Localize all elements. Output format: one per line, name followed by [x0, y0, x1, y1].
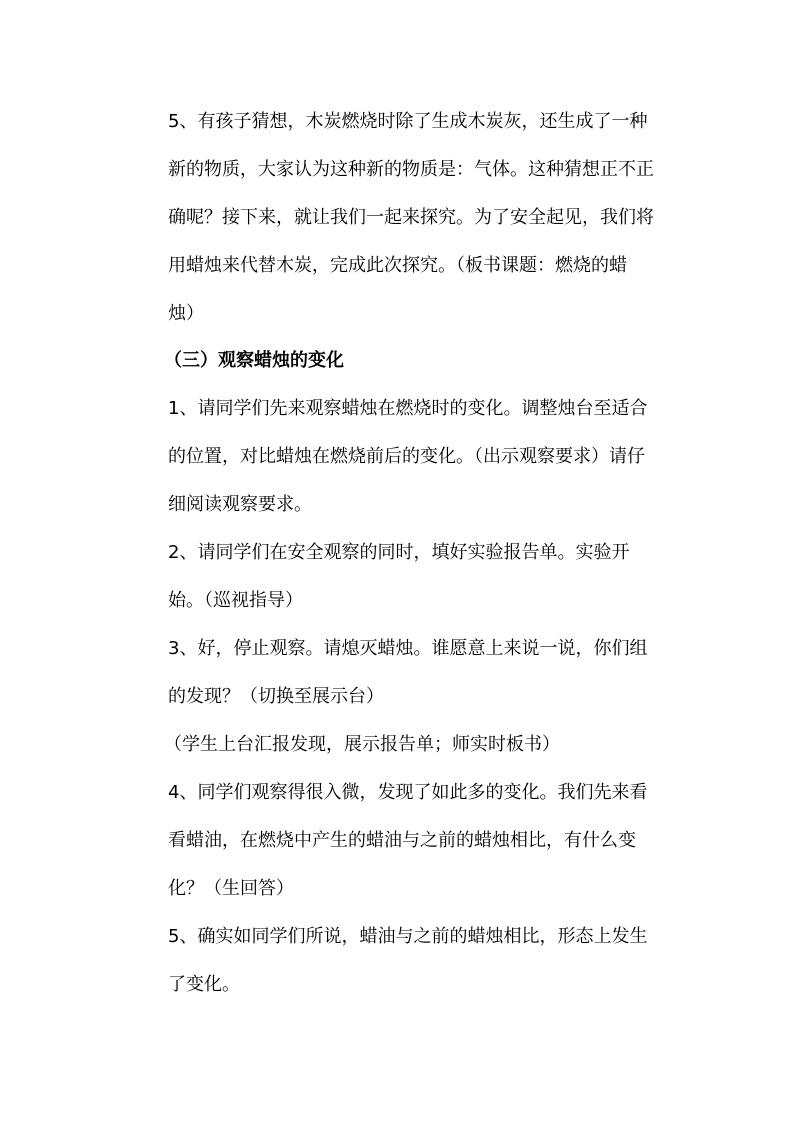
- student-report-note: （学生上台汇报发现，展示报告单；师实时板书）: [164, 734, 560, 755]
- step-3-line-2: 的发现？（切换至展示台）: [168, 686, 384, 707]
- step-1-line-3: 细阅读观察要求。: [168, 494, 312, 515]
- step-5-line-1: 5、确实如同学们所说，蜡油与之前的蜡烛相比，形态上发生: [168, 926, 648, 947]
- step-2-line-1: 2、请同学们在安全观察的同时，填好实验报告单。实验开: [168, 542, 630, 563]
- step-1-line-2: 的位置，对比蜡烛在燃烧前后的变化。（出示观察要求）请仔: [168, 446, 645, 467]
- paragraph-5-line-5: 烛）: [168, 303, 204, 324]
- paragraph-5-line-4: 用蜡烛来代替木炭，完成此次探究。（板书课题：燃烧的蜡: [168, 255, 627, 276]
- step-4-line-1: 4、同学们观察得很入微，发现了如此多的变化。我们先来看: [168, 782, 648, 803]
- paragraph-5-line-1: 5、有孩子猜想，木炭燃烧时除了生成木炭灰，还生成了一种: [168, 111, 648, 132]
- step-4-line-3: 化？（生回答）: [168, 878, 294, 899]
- step-5-line-2: 了变化。: [168, 974, 240, 995]
- step-1-line-1: 1、请同学们先来观察蜡烛在燃烧时的变化。调整烛台至适合: [168, 398, 648, 419]
- paragraph-5-line-2: 新的物质，大家认为这种新的物质是：气体。这种猜想正不正: [168, 159, 654, 180]
- paragraph-5-line-3: 确呢？接下来，就让我们一起来探究。为了安全起见，我们将: [168, 207, 654, 228]
- section-heading: （三）观察蜡烛的变化: [164, 350, 344, 371]
- step-4-line-2: 看蜡油，在燃烧中产生的蜡油与之前的蜡烛相比，有什么变: [168, 830, 636, 851]
- step-3-line-1: 3、好，停止观察。请熄灭蜡烛。谁愿意上来说一说，你们组: [168, 638, 648, 659]
- step-2-line-2: 始。（巡视指导）: [168, 590, 303, 611]
